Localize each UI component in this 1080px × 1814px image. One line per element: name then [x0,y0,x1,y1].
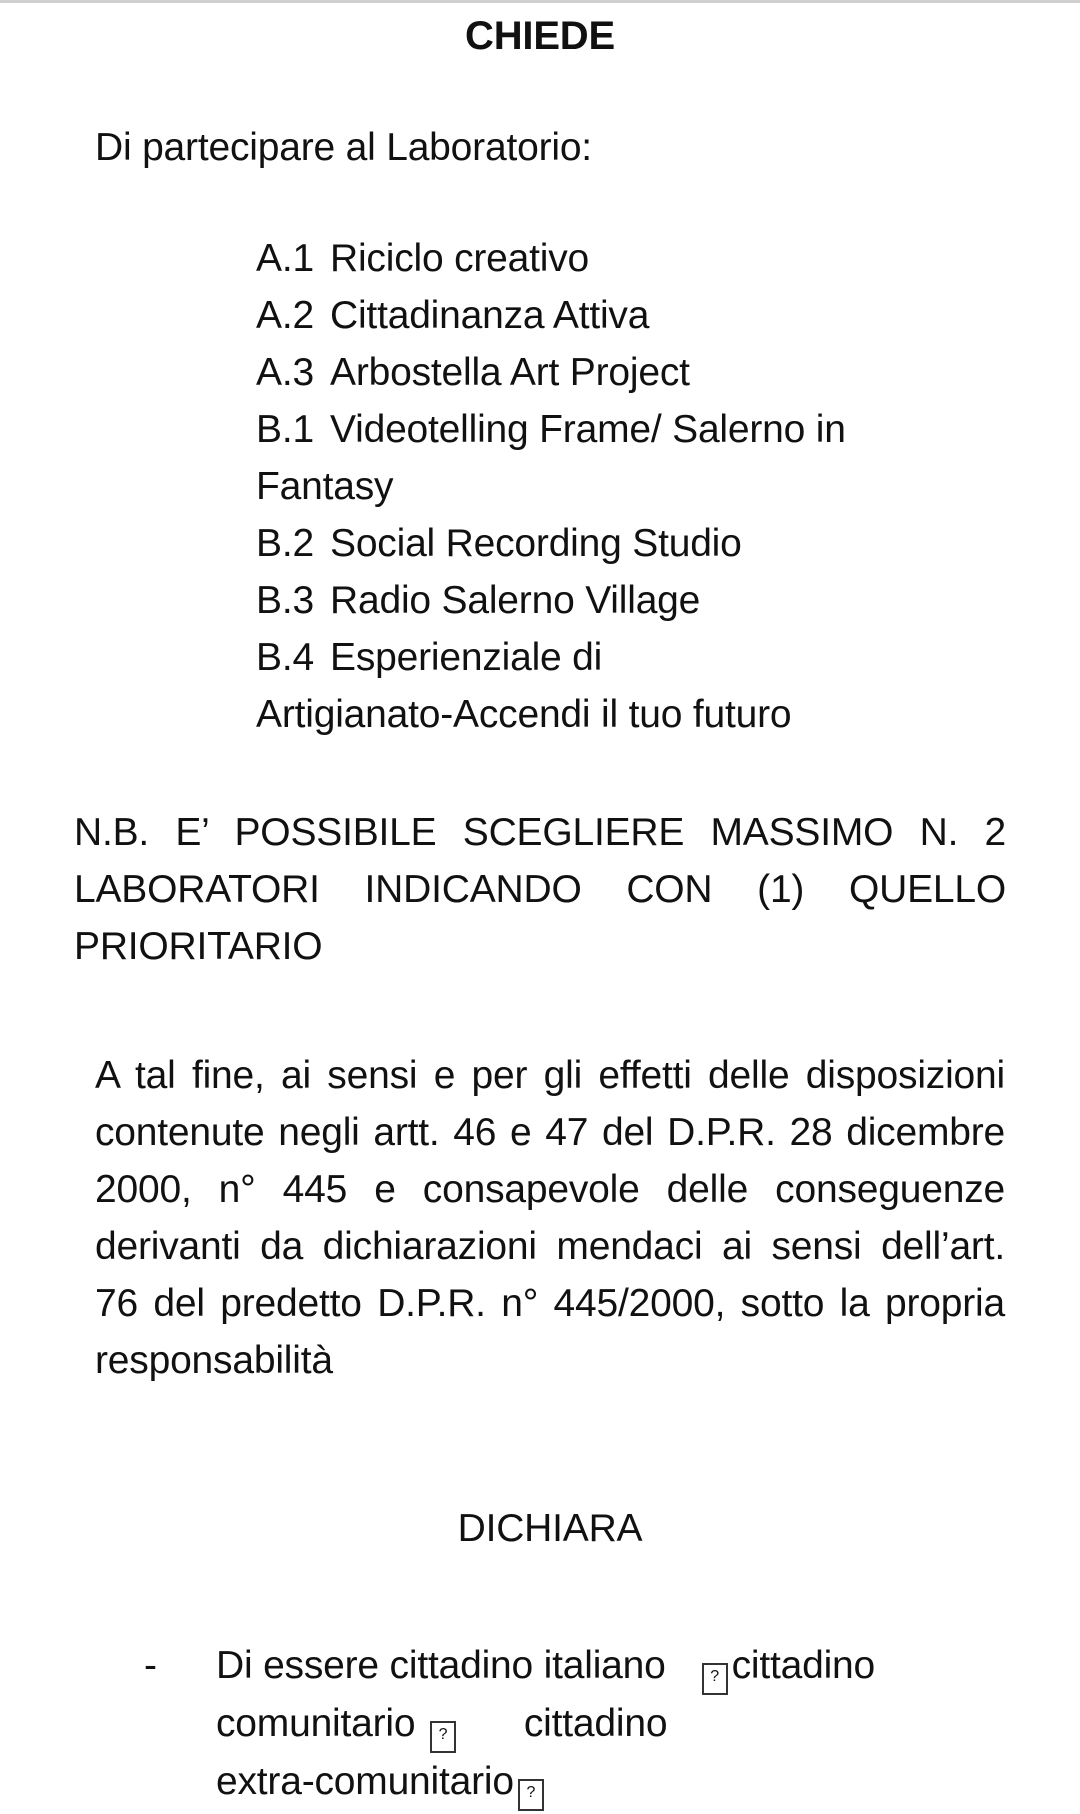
heading-chiede: CHIEDE [465,14,615,58]
option-italiano-label: Di essere cittadino italiano [216,1644,666,1687]
intro-text: Di partecipare al Laboratorio: [95,126,592,169]
option-comunitario-label: comunitario [216,1702,416,1745]
list-item-continuation: Artigianato-Accendi il tuo futuro [256,693,792,736]
declaration-paragraph: A tal fine, ai sensi e per gli effetti delle disposizioni contenute negli artt. 46 e 47 del D.P.R. 28 dicembre 2000, n° 445 e consapevole delle conseguenze derivanti da dichiarazioni mendaci ai sensi dell’art. 76 del predetto D.P.R. n° 445/2000, sotto la propria responsabilità [95,1054,1005,1382]
checkbox-italiano[interactable]: ? [702,1663,728,1695]
checkbox-extracomunitario[interactable]: ? [518,1779,544,1811]
list-item-continuation: Fantasy [256,465,394,508]
laboratori-list [256,230,1016,743]
bullet-dash: - [144,1644,157,1687]
list-item: A.3 Arbostella Art Project [256,351,690,394]
option-comunitario-label-part: cittadino [731,1644,876,1687]
list-item: B.3 Radio Salerno Village [256,579,701,622]
checkbox-comunitario[interactable]: ? [430,1721,456,1753]
option-extracomunitario-label: extra-comunitario [216,1760,514,1803]
list-item: B.2 Social Recording Studio [256,522,742,565]
list-item: A.1 Riciclo creativo [256,237,590,280]
heading-dichiara: DICHIARA [457,1507,643,1550]
citizenship-declaration [216,1637,1016,1811]
list-item: B.4 Esperienziale di [256,636,603,679]
list-item: B.1 Videotelling Frame/ Salerno in [256,408,846,451]
option-extracomunitario-label-part: cittadino [523,1702,668,1745]
nota-bene: N.B. E’ POSSIBILE SCEGLIERE MASSIMO N. 2 LABORATORI INDICANDO CON (1) QUELLO PRIORITARIO [74,811,1006,968]
list-item: A.2 Cittadinanza Attiva [256,294,650,337]
